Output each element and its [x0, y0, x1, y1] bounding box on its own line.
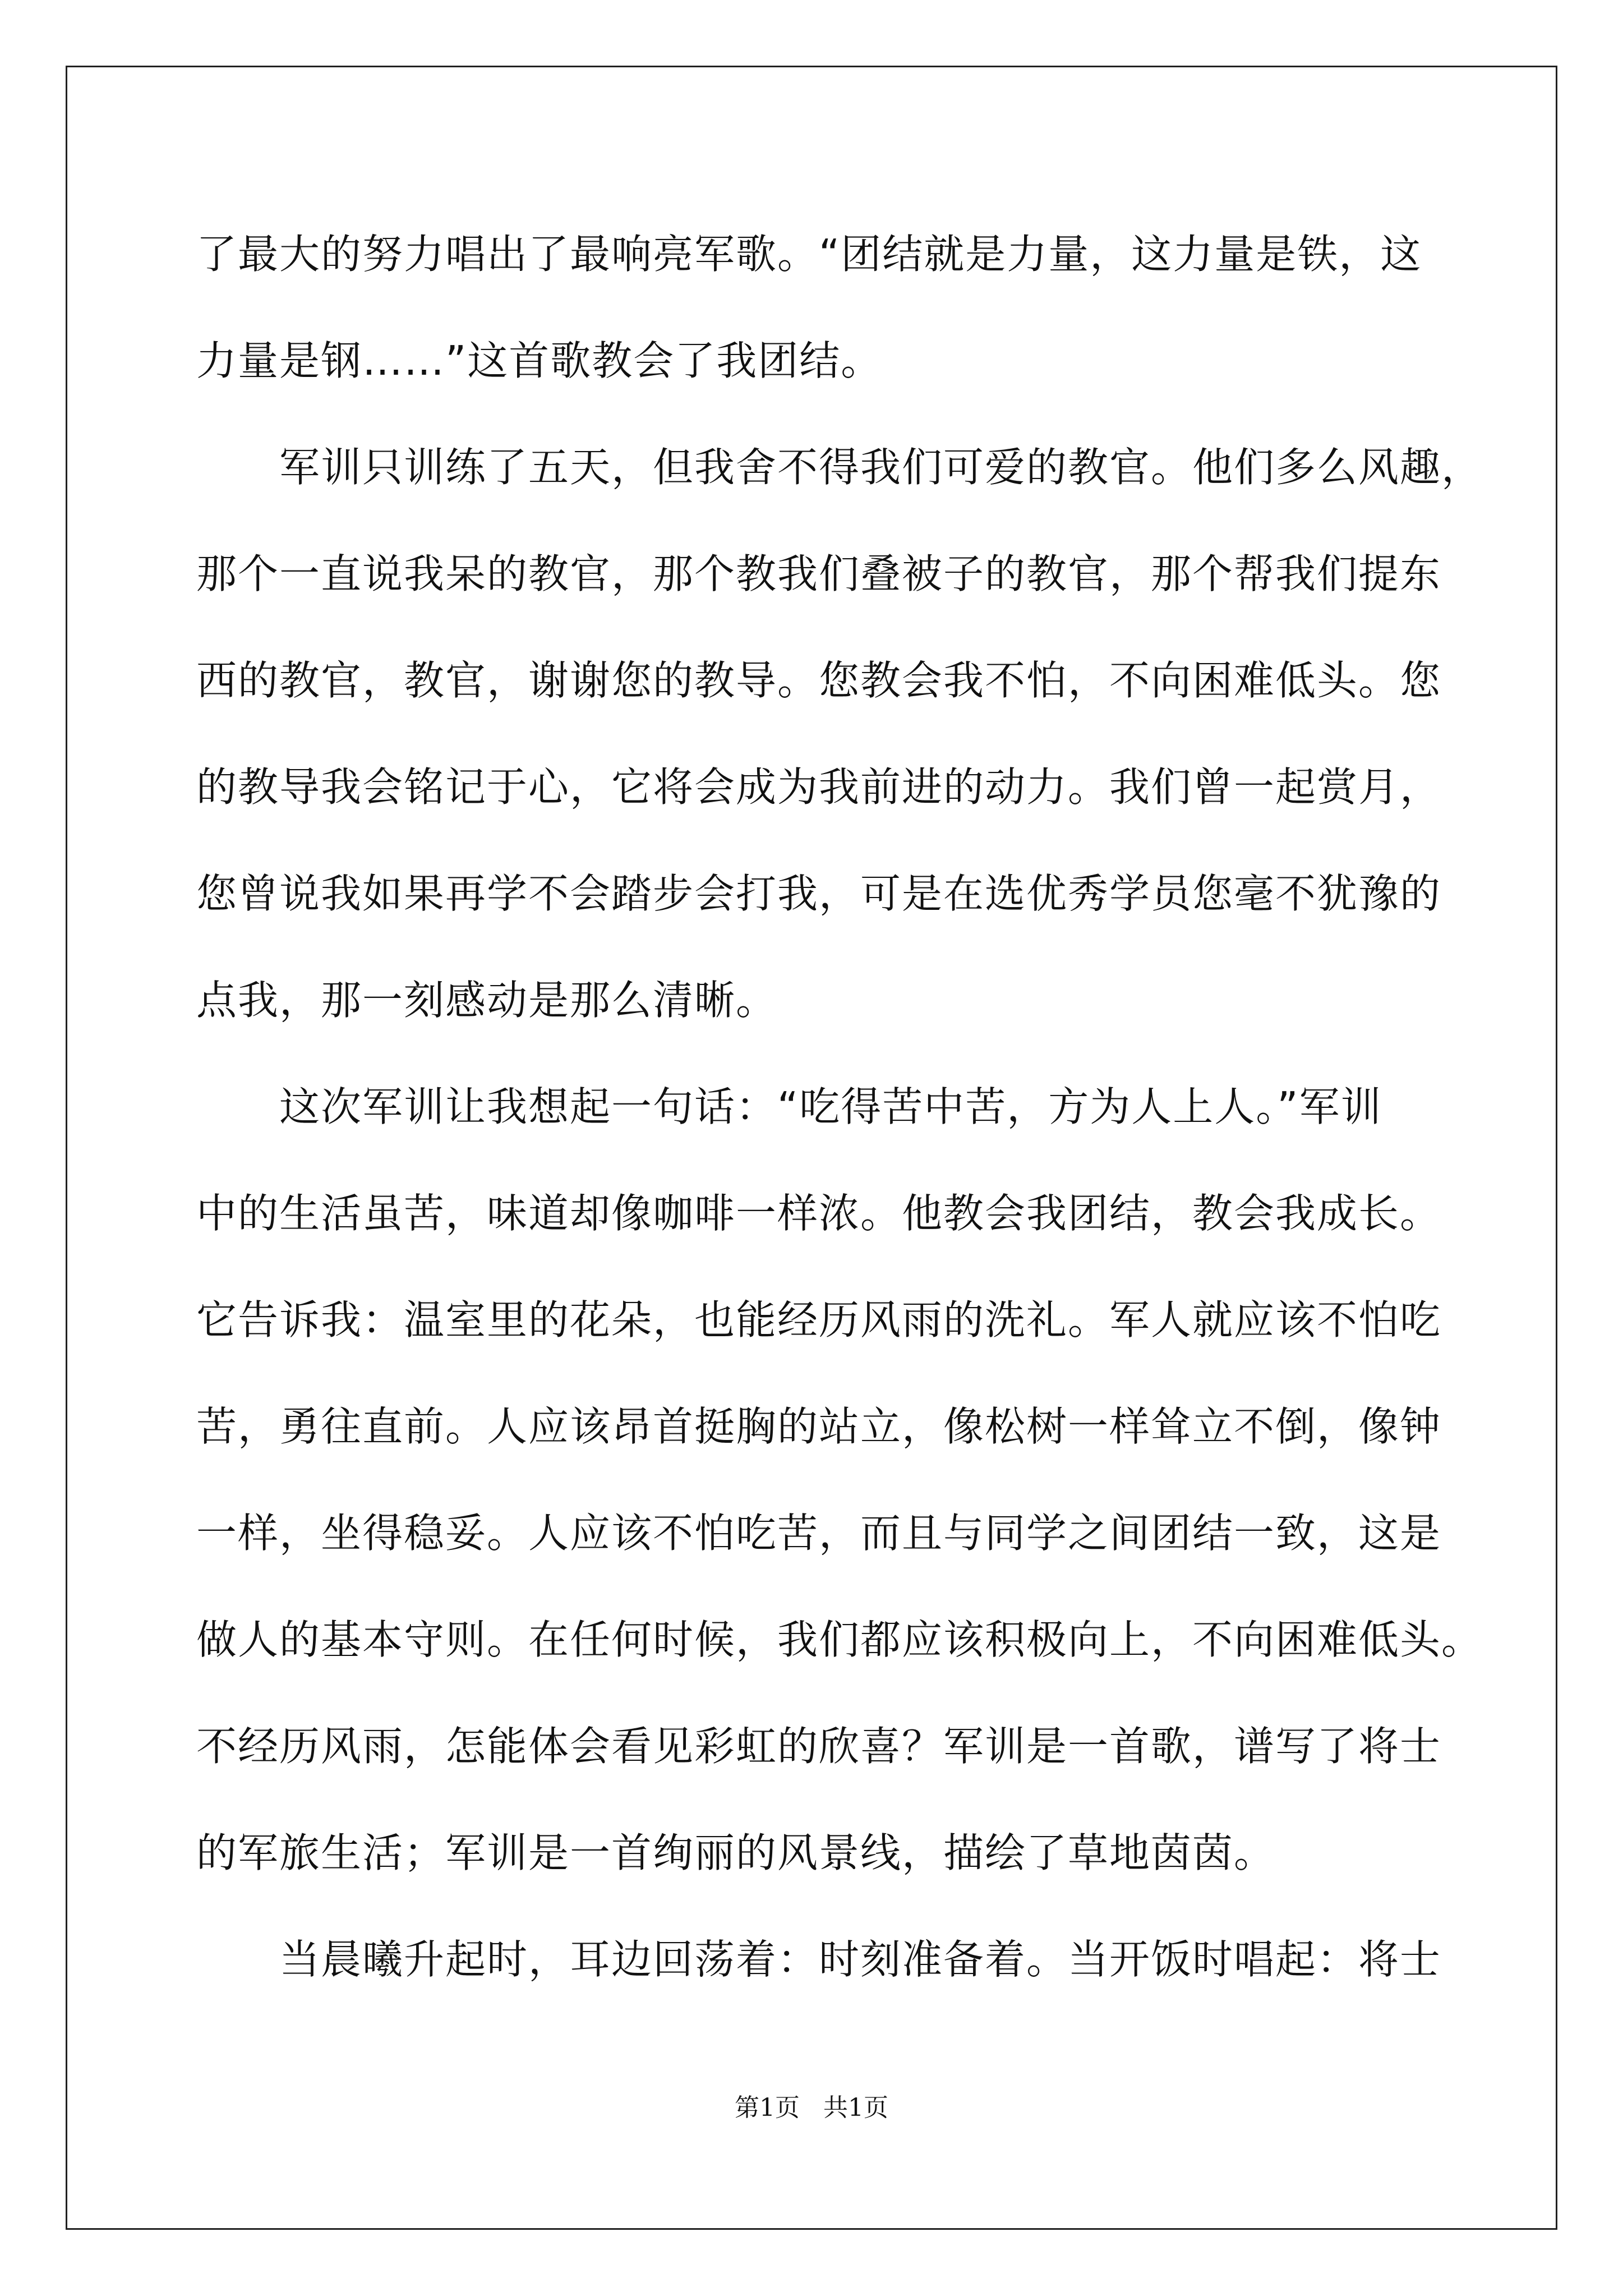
total-pages-label: 共1页 [823, 2093, 888, 2122]
current-page-label: 第1页 [735, 2093, 800, 2122]
text-line-paragraph-start: 这次军训让我想起一句话：“吃得苦中苦，方为人上人。”军训 [279, 1083, 1382, 1130]
page-footer [0, 2092, 1623, 2124]
text-line-paragraph-start: 当晨曦升起时，耳边回荡着：时刻准备着。当开饭时唱起：将士 [279, 1936, 1442, 1983]
text-line: 了最大的努力唱出了最响亮军歌。“团结就是力量，这力量是铁，这 [196, 231, 1422, 278]
text-line: 中的生活虽苦，味道却像咖啡一样浓。他教会我团结，教会我成长。 [196, 1190, 1442, 1237]
text-line: 一样，坐得稳妥。人应该不怕吃苦，而且与同学之间团结一致，这是 [196, 1510, 1442, 1557]
text-line-paragraph-start: 军训只训练了五天，但我舍不得我们可爱的教官。他们多么风趣， [279, 444, 1483, 491]
text-line: 点我，那一刻感动是那么清晰。 [196, 977, 778, 1024]
text-line: 做人的基本守则。在任何时候，我们都应该积极向上，不向困难低头。 [196, 1616, 1483, 1663]
text-line: 苦，勇往直前。人应该昂首挺胸的站立，像松树一样耸立不倒，像钟 [196, 1403, 1442, 1450]
text-line: 力量是钢……”这首歌教会了我团结。 [196, 337, 883, 384]
text-line: 您曾说我如果再学不会踏步会打我，可是在选优秀学员您毫不犹豫的 [196, 870, 1442, 917]
text-line: 的教导我会铭记于心，它将会成为我前进的动力。我们曾一起赏月， [196, 763, 1442, 811]
text-line: 西的教官，教官，谢谢您的教导。您教会我不怕，不向困难低头。您 [196, 657, 1442, 704]
text-line: 不经历风雨，怎能体会看见彩虹的欣喜？军训是一首歌，谱写了将士 [196, 1723, 1442, 1770]
document-body [196, 201, 1483, 2013]
text-line: 那个一直说我呆的教官，那个教我们叠被子的教官，那个帮我们提东 [196, 550, 1442, 597]
text-line: 它告诉我：温室里的花朵，也能经历风雨的洗礼。军人就应该不怕吃 [196, 1296, 1442, 1343]
text-line: 的军旅生活；军训是一首绚丽的风景线，描绘了草地茵茵。 [196, 1829, 1276, 1876]
